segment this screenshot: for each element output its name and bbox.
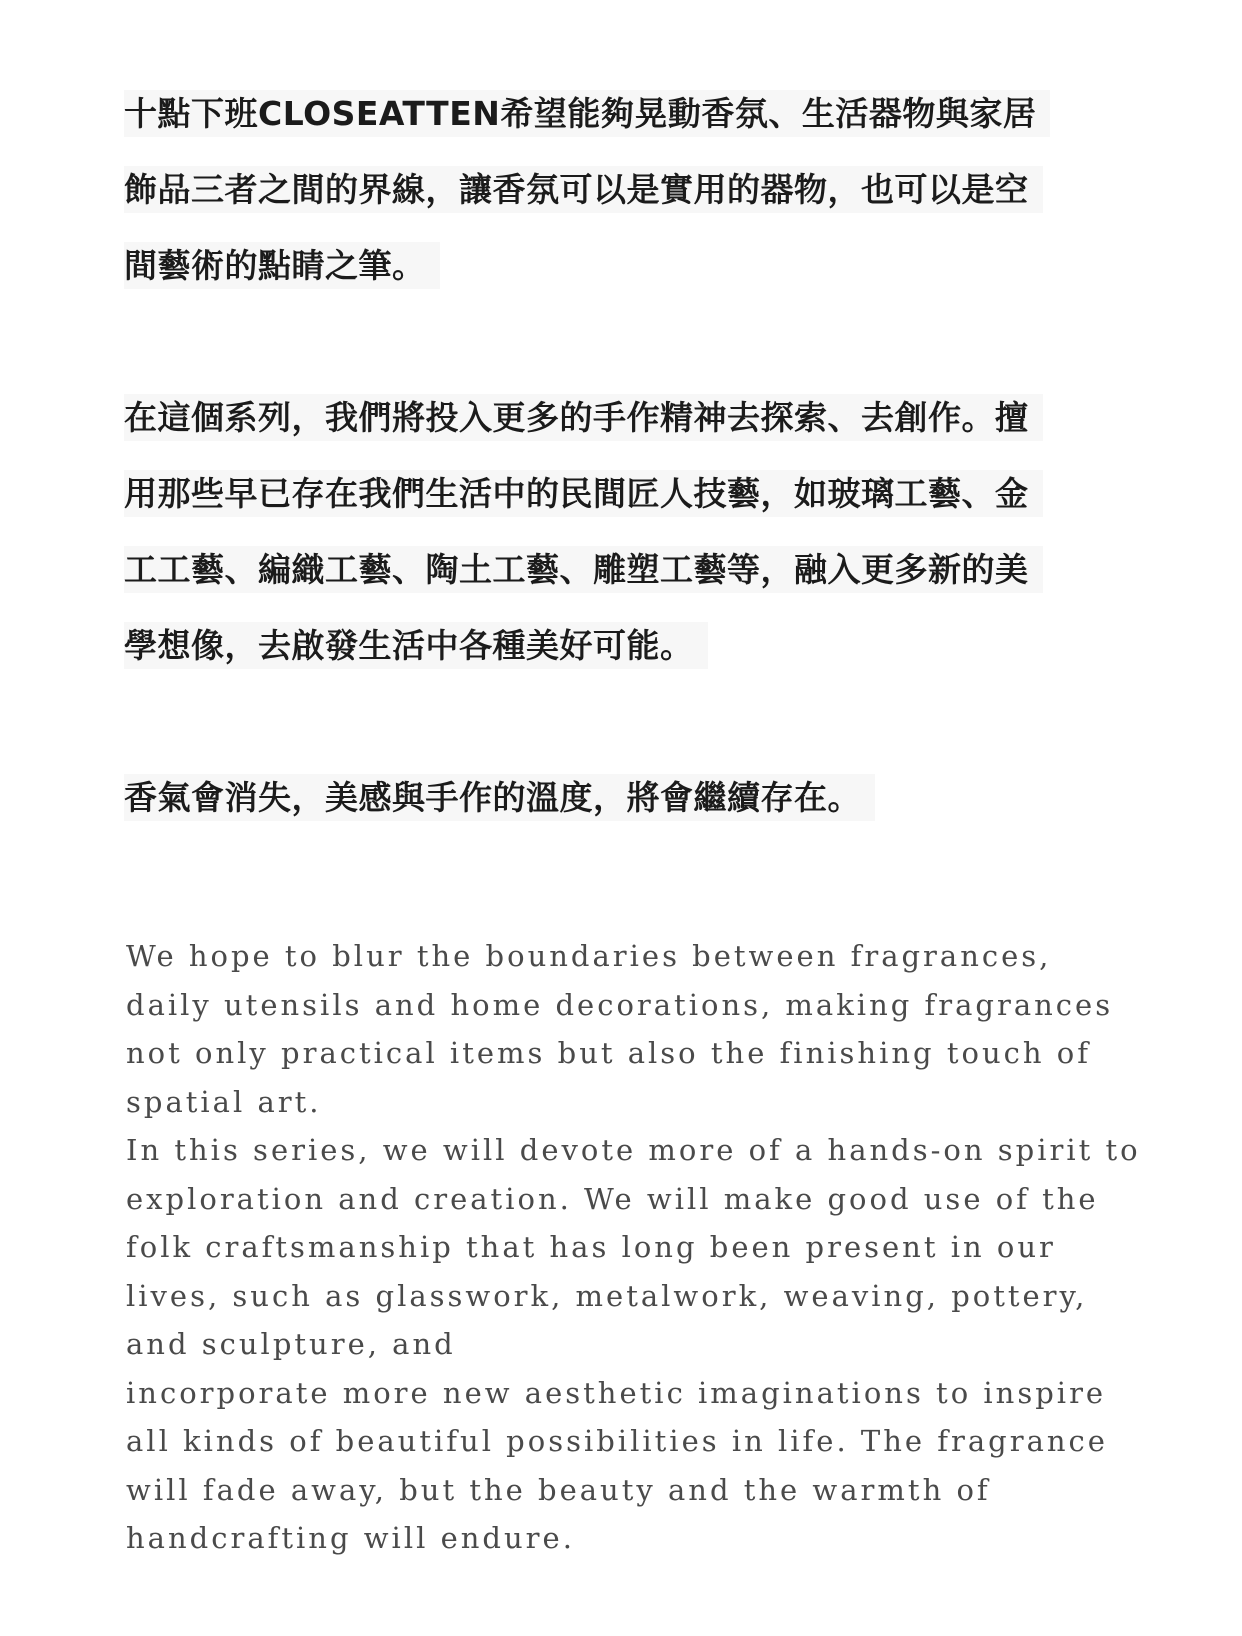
english-translation <box>126 932 1141 1563</box>
text-line: 十點下班CLOSEATTEN希望能夠晃動香氛、生活器物與家居 <box>124 76 1050 152</box>
text-line: all kinds of beautiful possibilities in life. The fragrance <box>126 1424 1108 1458</box>
text-line: 用那些早已存在我們生活中的民間匠人技藝，如玻璃工藝、金 <box>124 456 1043 532</box>
text-line: daily utensils and home decorations, making fragrances <box>126 987 1114 1022</box>
chinese-paragraph-3 <box>124 760 875 836</box>
text-line: 在這個系列，我們將投入更多的手作精神去探索、去創作。擅 <box>124 380 1043 456</box>
text-line: and sculpture, and <box>126 1327 456 1361</box>
chinese-paragraph-2 <box>124 380 1043 684</box>
text-line: spatial art. <box>126 1084 322 1119</box>
text-line: handcrafting will endure. <box>126 1521 575 1555</box>
text-line: We hope to blur the boundaries between fragrances, <box>126 939 1052 973</box>
text-line: In this series, we will devote more of a hands-on spirit to <box>126 1133 1141 1167</box>
text-line: folk craftsmanship that has long been present in our <box>126 1230 1056 1264</box>
text-line: 香氣會消失，美感與手作的溫度，將會繼續存在。 <box>124 760 875 836</box>
text-line: 工工藝、編織工藝、陶土工藝、雕塑工藝等，融入更多新的美 <box>124 532 1043 608</box>
text-line: 飾品三者之間的界線，讓香氛可以是實用的器物，也可以是空 <box>124 152 1050 228</box>
text-line: exploration and creation. We will make good use of the <box>126 1181 1099 1216</box>
text-line: 間藝術的點睛之筆。 <box>124 228 1050 304</box>
text-line: 學想像，去啟發生活中各種美好可能。 <box>124 608 1043 684</box>
chinese-paragraph-1 <box>124 76 1050 304</box>
text-line: lives, such as glasswork, metalwork, weaving, pottery, <box>126 1278 1088 1313</box>
text-line: incorporate more new aesthetic imaginations to inspire <box>126 1375 1107 1410</box>
text-line: not only practical items but also the finishing touch of <box>126 1036 1091 1070</box>
text-line: will fade away, but the beauty and the warmth of <box>126 1472 991 1507</box>
